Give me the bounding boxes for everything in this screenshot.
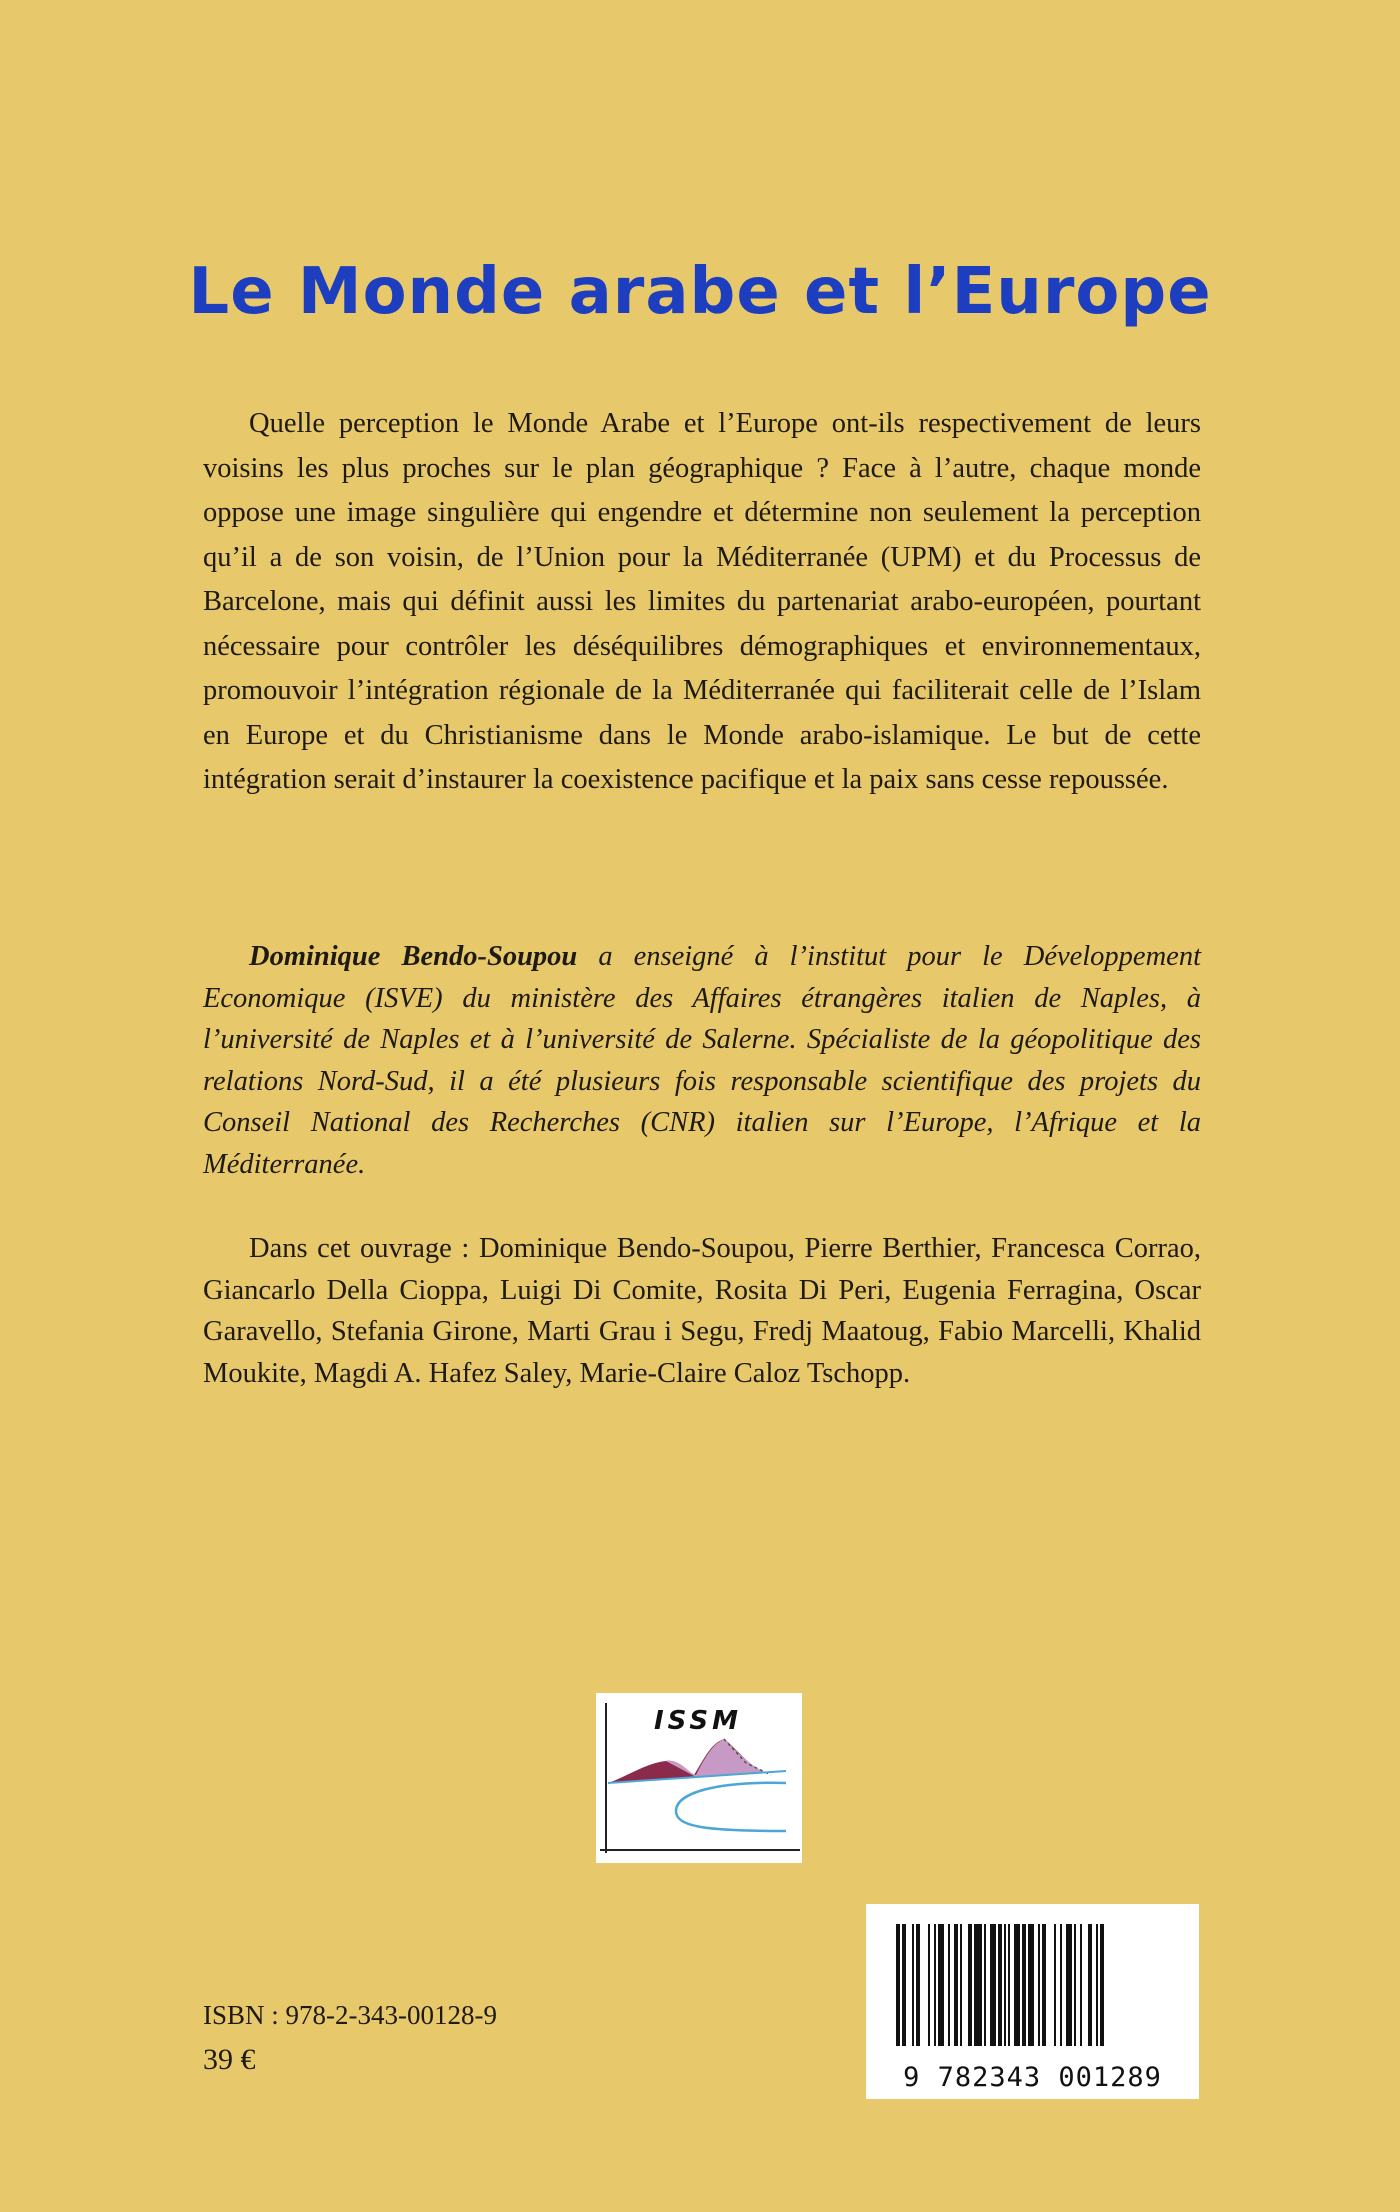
book-summary: Quelle perception le Monde Arabe et l’Europe ont-ils respectivement de leurs voisins les plus proches sur le plan géographique ? Face à l’autre, chaque monde oppose une image singulière qui engendre et détermine non seulement la perception qu’il a de son voisin, de l’Union pour la Méditerranée (UPM) et du Processus de Barcelone, mais qui définit aussi les limites du partenariat arabo-européen, pourtant nécessaire pour contrôler les déséquilibres démographiques et environnementaux, promouvoir l’intégration régionale de la Méditerranée qui faciliterait celle de l’Islam en Europe et du Christianisme dans le Monde arabo-islamique. Le but de cette intégration serait d’instaurer la coexistence pacifique et la paix sans cesse repoussée. xyxy=(203,408,1201,795)
issm-logo xyxy=(596,1693,802,1863)
barcode-bar xyxy=(954,1924,958,2046)
barcode-bar xyxy=(1074,1924,1076,2046)
book-title: Le Monde arabe et l’Europe xyxy=(188,255,1212,329)
barcode-bar xyxy=(948,1924,950,2046)
issm-logo-graphic xyxy=(596,1693,802,1863)
barcode-bar xyxy=(1004,1924,1006,2046)
barcode-bar xyxy=(1028,1924,1034,2046)
barcode-bar xyxy=(1088,1924,1092,2046)
barcode-bar xyxy=(912,1924,914,2046)
author-bio xyxy=(203,936,1201,1185)
barcode-bar xyxy=(1054,1924,1056,2046)
barcode-bar xyxy=(1060,1924,1062,2046)
barcode xyxy=(866,1904,1199,2099)
barcode-bar xyxy=(1014,1924,1020,2046)
barcode-bar xyxy=(1042,1924,1046,2046)
barcode-bar xyxy=(1008,1924,1010,2046)
author-bio-text: a enseigné à l’institut pour le Développement Economique (ISVE) du ministère des Affaires étrangères italien de Naples, à l’université de Naples et à l’université de Salerne. Spécialiste de la géopolitique des relations Nord-Sud, il a été plusieurs fois responsable scientifique des projets du Conseil National des Recherches (CNR) italien sur l’Europe, l’Afrique et la Méditerranée. xyxy=(203,941,1201,1180)
barcode-bar xyxy=(1096,1924,1098,2046)
barcode-bar xyxy=(960,1924,962,2046)
barcode-bar xyxy=(1038,1924,1040,2046)
barcode-bar xyxy=(990,1924,996,2046)
barcode-bar xyxy=(902,1924,906,2046)
barcode-bar xyxy=(938,1924,944,2046)
author-name: Dominique Bendo-Soupou xyxy=(249,941,578,972)
barcode-bar xyxy=(1100,1924,1104,2046)
barcode-bar xyxy=(1080,1924,1082,2046)
price-label: 39 € xyxy=(203,2043,256,2076)
isbn-label: ISBN : 978-2-343-00128-9 xyxy=(203,2000,497,2030)
barcode-bar xyxy=(968,1924,972,2046)
contributors-list: Dans cet ouvrage : Dominique Bendo-Soupou, Pierre Berthier, Francesca Corrao, Giancarlo Della Cioppa, Luigi Di Comite, Rosita Di Peri, Eugenia Ferragina, Oscar Garavello, Stefania Girone, Marti Grau i Segu, Fredj Maatoug, Fabio Marcelli, Khalid Moukite, Magdi A. Hafez Saley, Marie-Claire Caloz Tschopp. xyxy=(203,1233,1201,1389)
barcode-bar xyxy=(896,1924,900,2046)
barcode-bar xyxy=(1066,1924,1072,2046)
barcode-bar xyxy=(916,1924,920,2046)
barcode-bar xyxy=(934,1924,936,2046)
barcode-bar xyxy=(998,1924,1002,2046)
barcode-bar xyxy=(974,1924,982,2046)
barcode-bar xyxy=(984,1924,986,2046)
issm-logo-text: ISSM xyxy=(653,1706,743,1736)
barcode-bar xyxy=(928,1924,930,2046)
barcode-digits: 9 782343 001289 xyxy=(903,2062,1162,2093)
barcode-bar xyxy=(1022,1924,1026,2046)
